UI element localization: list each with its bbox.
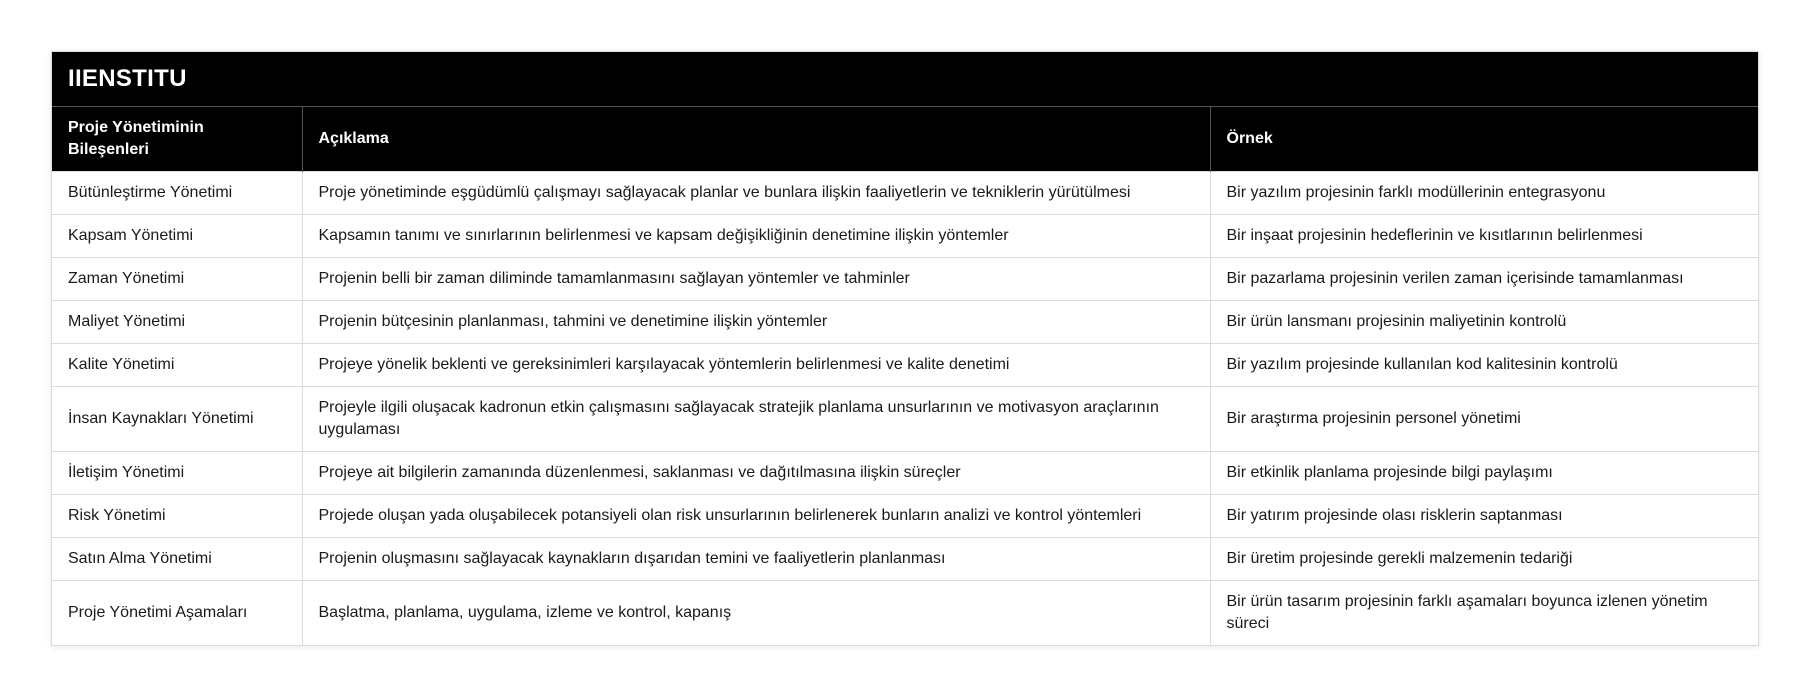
cell-description: Projeye ait bilgilerin zamanında düzenlenmesi, saklanması ve dağıtılmasına ilişkin süreçler [302,452,1210,495]
cell-component: Risk Yönetimi [52,495,302,538]
table-row [52,215,1758,258]
cell-example: Bir yazılım projesinin farklı modüllerinin entegrasyonu [1210,172,1758,215]
cell-component: Maliyet Yönetimi [52,301,302,344]
cell-description: Projeye yönelik beklenti ve gereksinimleri karşılayacak yöntemlerin belirlenmesi ve kalite denetimi [302,344,1210,387]
components-table-container [51,51,1759,646]
cell-example: Bir üretim projesinde gerekli malzemenin tedariği [1210,538,1758,581]
cell-example: Bir pazarlama projesinin verilen zaman içerisinde tamamlanması [1210,258,1758,301]
cell-component: Proje Yönetimi Aşamaları [52,581,302,646]
cell-example: Bir ürün lansmanı projesinin maliyetinin kontrolü [1210,301,1758,344]
cell-description: Projeyle ilgili oluşacak kadronun etkin çalışmasını sağlayacak stratejik planlama unsurlarının ve motivasyon araçlarının uygulaması [302,387,1210,452]
brand-title: IIENSTITU [52,52,1758,107]
cell-description: Proje yönetiminde eşgüdümlü çalışmayı sağlayacak planlar ve bunlara ilişkin faaliyetlerin ve tekniklerin yürütülmesi [302,172,1210,215]
table-row [52,495,1758,538]
table-row [52,387,1758,452]
column-header-description: Açıklama [302,107,1210,172]
cell-example: Bir yatırım projesinde olası risklerin saptanması [1210,495,1758,538]
cell-description: Projenin bütçesinin planlanması, tahmini ve denetimine ilişkin yöntemler [302,301,1210,344]
table-body [52,172,1758,646]
table-row [52,452,1758,495]
column-header-component: Proje Yönetiminin Bileşenleri [52,107,302,172]
cell-example: Bir inşaat projesinin hedeflerinin ve kısıtlarının belirlenmesi [1210,215,1758,258]
table-row [52,581,1758,646]
cell-example: Bir etkinlik planlama projesinde bilgi paylaşımı [1210,452,1758,495]
table-header [52,107,1758,172]
cell-description: Projede oluşan yada oluşabilecek potansiyeli olan risk unsurlarının belirlenerek bunların analizi ve kontrol yöntemleri [302,495,1210,538]
cell-component: Satın Alma Yönetimi [52,538,302,581]
cell-description: Projenin oluşmasını sağlayacak kaynakların dışarıdan temini ve faaliyetlerin planlanması [302,538,1210,581]
cell-component: İnsan Kaynakları Yönetimi [52,387,302,452]
cell-description: Başlatma, planlama, uygulama, izleme ve kontrol, kapanış [302,581,1210,646]
cell-example: Bir ürün tasarım projesinin farklı aşamaları boyunca izlenen yönetim süreci [1210,581,1758,646]
cell-component: Bütünleştirme Yönetimi [52,172,302,215]
cell-component: Zaman Yönetimi [52,258,302,301]
cell-description: Projenin belli bir zaman diliminde tamamlanmasını sağlayan yöntemler ve tahminler [302,258,1210,301]
table-row [52,301,1758,344]
cell-component: Kalite Yönetimi [52,344,302,387]
header-row [52,107,1758,172]
cell-example: Bir araştırma projesinin personel yönetimi [1210,387,1758,452]
table-row [52,538,1758,581]
table-row [52,258,1758,301]
table-row [52,344,1758,387]
table-row [52,172,1758,215]
column-header-example: Örnek [1210,107,1758,172]
cell-description: Kapsamın tanımı ve sınırlarının belirlenmesi ve kapsam değişikliğinin denetimine ilişkin yöntemler [302,215,1210,258]
cell-component: Kapsam Yönetimi [52,215,302,258]
cell-example: Bir yazılım projesinde kullanılan kod kalitesinin kontrolü [1210,344,1758,387]
components-table [52,107,1758,645]
cell-component: İletişim Yönetimi [52,452,302,495]
